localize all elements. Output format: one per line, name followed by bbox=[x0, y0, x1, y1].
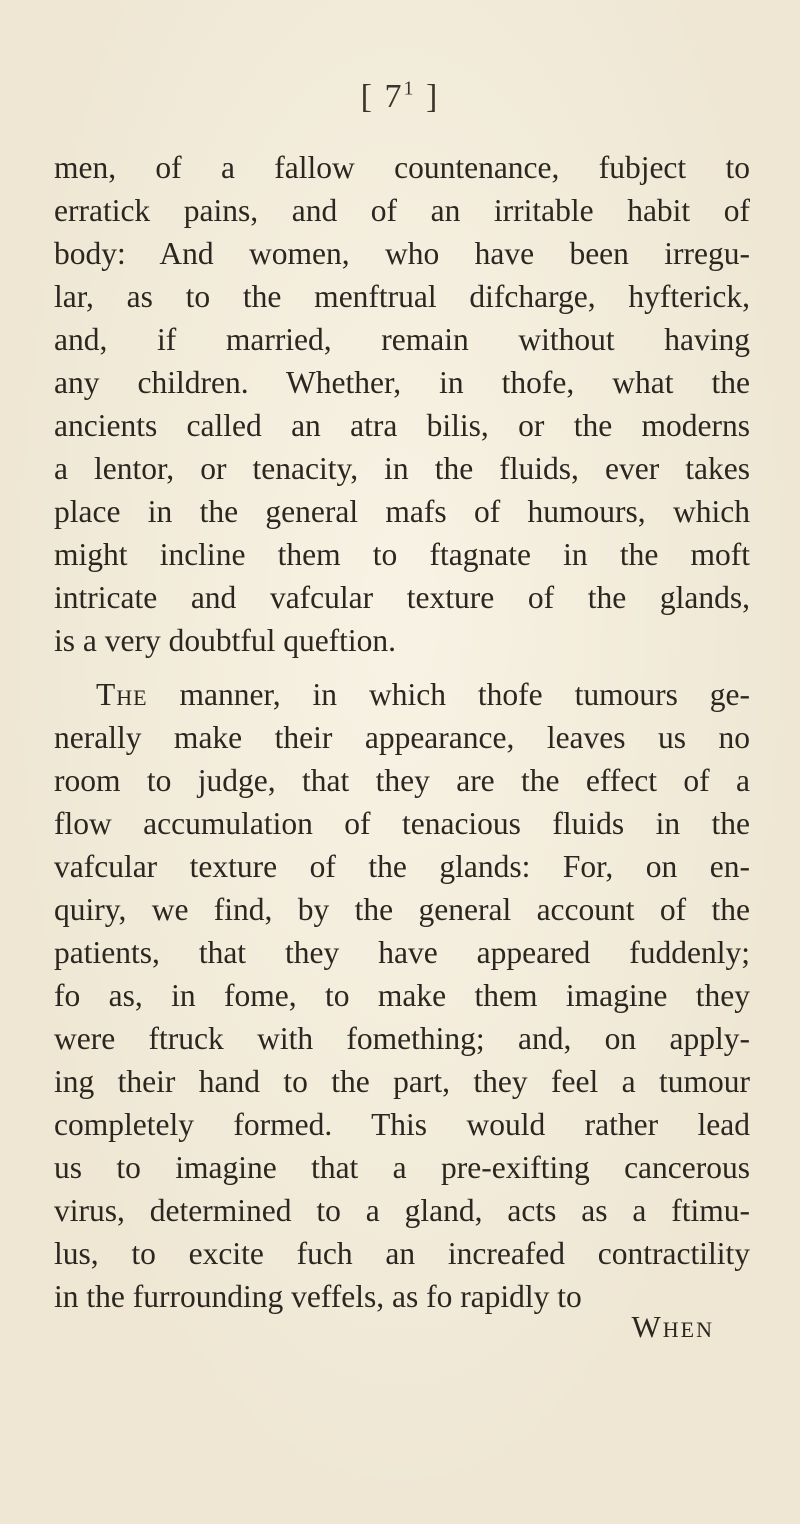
folio-open-bracket: [ bbox=[360, 78, 374, 116]
paragraph-2 bbox=[54, 673, 750, 1318]
folio-close-bracket: ] bbox=[426, 78, 440, 116]
text-line: might incline them to ftagnate in the moft bbox=[54, 537, 750, 572]
text-line: in the furrounding veffels, as fo rapidly to bbox=[54, 1279, 582, 1314]
text-line: intricate and vafcular texture of the glands, bbox=[54, 580, 750, 615]
text-line: room to judge, that they are the effect of a bbox=[54, 763, 750, 798]
page-number bbox=[0, 78, 800, 116]
text-line: and, if married, remain without having bbox=[54, 322, 750, 357]
text-line: a lentor, or tenacity, in the fluids, ever takes bbox=[54, 451, 750, 486]
text-line-first bbox=[54, 673, 750, 716]
text-line: nerally make their appearance, leaves us no bbox=[54, 720, 750, 755]
text-line: were ftruck with fomething; and, on apply- bbox=[54, 1021, 750, 1056]
text-line: any children. Whether, in thofe, what the bbox=[54, 365, 750, 400]
text-line: lar, as to the menftrual difcharge, hyfterick, bbox=[54, 279, 750, 314]
text-line: ing their hand to the part, they feel a tumour bbox=[54, 1064, 750, 1099]
catchword: When bbox=[631, 1309, 714, 1344]
text-line: lus, to excite fuch an increafed contractility bbox=[54, 1236, 750, 1271]
text-line: men, of a fallow countenance, fubject to bbox=[54, 150, 750, 185]
text-line: patients, that they have appeared fuddenly; bbox=[54, 935, 750, 970]
first-line-rest: manner, in which thofe tumours ge- bbox=[179, 677, 751, 712]
text-line: quiry, we find, by the general account of the bbox=[54, 892, 750, 927]
text-line: erratick pains, and of an irritable habit of bbox=[54, 193, 750, 228]
text-line: virus, determined to a gland, acts as a ftimu- bbox=[54, 1193, 750, 1228]
text-line: fo as, in fome, to make them imagine they bbox=[54, 978, 750, 1013]
text-line: flow accumulation of tenacious fluids in the bbox=[54, 806, 750, 841]
folio-number: $7^1$ bbox=[384, 78, 416, 116]
body-text bbox=[54, 146, 750, 1318]
text-line: body: And women, who have been irregu- bbox=[54, 236, 750, 271]
paragraph-1 bbox=[54, 146, 750, 662]
text-line: completely formed. This would rather lead bbox=[54, 1107, 750, 1142]
text-line: place in the general mafs of humours, which bbox=[54, 494, 750, 529]
text-line: us to imagine that a pre-exifting cancerous bbox=[54, 1150, 750, 1185]
text-line: vafcular texture of the glands: For, on en- bbox=[54, 849, 750, 884]
text-line: is a very doubtful queftion. bbox=[54, 623, 397, 658]
text-line: ancients called an atra bilis, or the moderns bbox=[54, 408, 750, 443]
lead-word: The bbox=[96, 677, 148, 712]
